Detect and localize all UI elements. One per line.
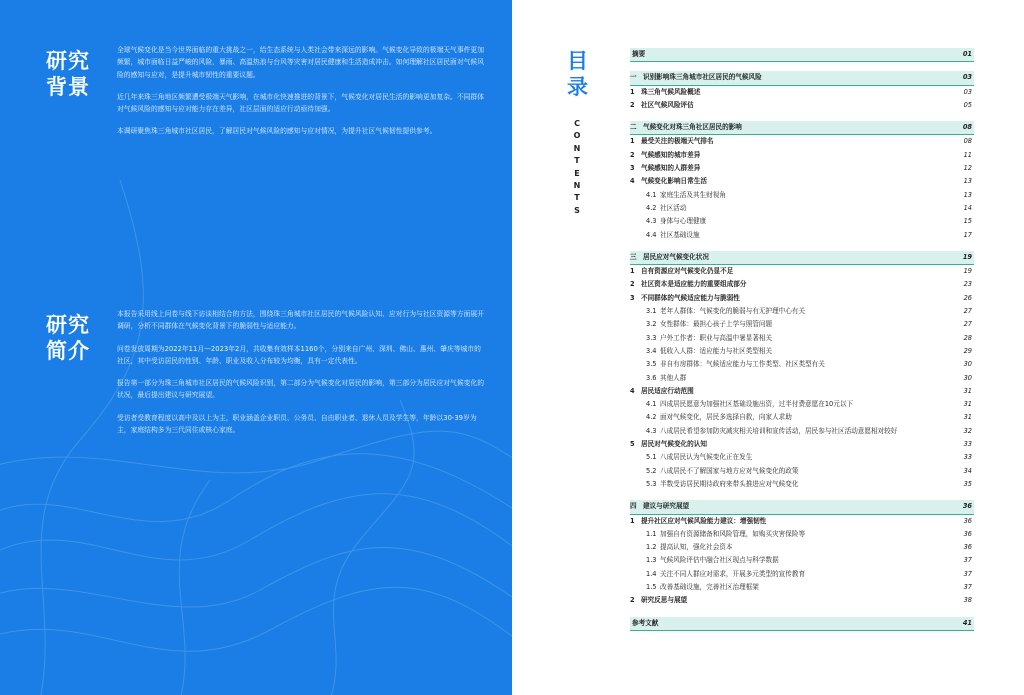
- toc-number: 2: [630, 596, 635, 605]
- toc-label: 最受关注的极端天气排名: [641, 137, 714, 146]
- toc-number: 2: [630, 100, 635, 109]
- toc-page-number: 03: [962, 73, 972, 82]
- toc-page-number: 08: [963, 137, 972, 146]
- contents-letter: C: [574, 119, 580, 128]
- toc-page-number: 37: [963, 582, 972, 591]
- toc-page-number: 31: [963, 386, 972, 395]
- toc-label: 社区资本是适应能力的重要组成部分: [641, 280, 747, 289]
- toc-page-number: 28: [963, 333, 972, 342]
- toc-number: 1.3: [646, 556, 657, 565]
- toc-number: 4: [630, 386, 635, 395]
- toc-number: 1.5: [646, 582, 657, 591]
- toc-subsection[interactable]: [630, 541, 974, 554]
- toc-number: 1.2: [646, 543, 657, 552]
- toc-label: 户外工作者：职业与高温中暑显著相关: [660, 333, 773, 342]
- toc-page-number: 37: [963, 556, 972, 565]
- table-of-contents: [630, 48, 974, 631]
- toc-subsection[interactable]: [630, 332, 974, 345]
- paragraph: 本调研聚焦珠三角城市社区居民，了解居民对气候风险的感知与应对情况，为提升社区气候韧性提供参考。: [117, 127, 437, 136]
- toc-label: 气候变化对珠三角社区居民的影响: [643, 123, 742, 132]
- toc-chapter[interactable]: [630, 617, 974, 631]
- toc-subsection[interactable]: [630, 411, 974, 424]
- toc-label: 气候风险评估中融合社区现点与科学数据: [660, 556, 779, 565]
- toc-chapter[interactable]: [630, 251, 974, 265]
- toc-number: 3.2: [646, 320, 657, 329]
- toc-page-number: 05: [963, 100, 972, 109]
- toc-number: 三: [630, 252, 637, 261]
- contents-letter: E: [574, 168, 580, 178]
- toc-label: 提升社区应对气候风险能力建议：增强韧性: [641, 516, 767, 525]
- toc-page-number: 19: [962, 252, 972, 261]
- toc-page-number: 36: [963, 543, 972, 552]
- toc-page-number: 31: [963, 413, 972, 422]
- toc-number: 3: [630, 164, 635, 173]
- toc-label: 气候感知的城市差异: [641, 150, 701, 159]
- toc-label: 居民适应行动范围: [641, 386, 694, 395]
- toc-page-number: 03: [963, 87, 972, 96]
- toc-subsection[interactable]: [630, 398, 974, 411]
- contents-letter: O: [573, 131, 581, 141]
- toc-number: 5: [630, 440, 635, 449]
- toc-subsection[interactable]: [630, 568, 974, 581]
- paragraph: 问卷发放周期为2022年11月—2023年2月，共收集有效样本1160个，分别来自广州、深圳、佛山、惠州、肇庆等城市的社区，其中受访居民的性别、年龄、职业及收入分布较为均衡，具有一定代表性。: [117, 344, 481, 365]
- toc-section[interactable]: [630, 265, 974, 278]
- toc-label: 研究反思与展望: [641, 596, 688, 605]
- toc-subsection[interactable]: [630, 528, 974, 541]
- toc-page-number: 36: [963, 529, 972, 538]
- toc-subsection[interactable]: [630, 425, 974, 438]
- toc-number: 3: [630, 293, 635, 302]
- toc-page-number: 30: [963, 360, 972, 369]
- toc-gap: [630, 242, 974, 251]
- contents-letter: N: [573, 143, 581, 153]
- toc-title: 目录: [567, 49, 588, 99]
- toc-number: 4.3: [646, 217, 657, 226]
- toc-gap: [630, 608, 974, 617]
- toc-number: 二: [630, 123, 637, 132]
- contents-label: [570, 118, 584, 217]
- toc-subsection[interactable]: [630, 229, 974, 242]
- toc-subsection[interactable]: [630, 189, 974, 202]
- toc-number: 4.4: [646, 230, 657, 239]
- toc-number: 1.4: [646, 569, 657, 578]
- toc-page-number: 35: [963, 479, 972, 488]
- toc-label: 参考文献: [632, 618, 659, 627]
- toc-subsection[interactable]: [630, 581, 974, 594]
- toc-number: 四: [630, 502, 637, 511]
- toc-number: 3.3: [646, 333, 657, 342]
- toc-chapter[interactable]: [630, 48, 974, 62]
- toc-section[interactable]: [630, 438, 974, 451]
- toc-label: 珠三角气候风险概述: [641, 87, 701, 96]
- paragraph: 本报告采用线上问卷与线下访谈相结合的方法，围绕珠三角城市社区居民的气候风险认知、应对行为与社区资源等方面展开调研，分析不同群体在气候变化背景下的脆弱性与适应能力。: [117, 310, 485, 331]
- toc-page-number: 37: [963, 569, 972, 578]
- toc-label: 自有资源应对气候变化仍显不足: [641, 267, 734, 276]
- toc-page-number: 13: [963, 190, 972, 199]
- toc-label: 社区基础设施: [660, 230, 700, 239]
- toc-number: 3.4: [646, 346, 657, 355]
- toc-number: 2: [630, 150, 635, 159]
- toc-label: 四成居民愿意为加强社区基础设施出资，过半付费意愿在10元以下: [660, 400, 854, 409]
- toc-label: 八成居民希望参加防灾减灾相关培训和宣传活动，居民参与社区活动意愿相对较好: [660, 426, 898, 435]
- toc-page-number: 33: [963, 453, 972, 462]
- toc-label: 八成居民认为气候变化正在发生: [660, 453, 753, 462]
- background-text: [117, 44, 487, 148]
- contents-letter: S: [574, 205, 580, 215]
- toc-page-number: 27: [963, 307, 972, 316]
- toc-label: 居民应对气候变化状况: [643, 252, 709, 261]
- toc-label: 其他人群: [660, 373, 687, 382]
- toc-page-number: 11: [963, 150, 972, 159]
- toc-number: 一: [630, 73, 637, 82]
- toc-section[interactable]: [630, 135, 974, 148]
- toc-label: 非自有房群体：气候适应能力与工作类型、社区类型有关: [660, 360, 825, 369]
- toc-gap: [630, 491, 974, 500]
- toc-subsection[interactable]: [630, 478, 974, 491]
- toc-subsection[interactable]: [630, 372, 974, 385]
- toc-number: 1: [630, 516, 635, 525]
- toc-label: 摘要: [632, 50, 646, 58]
- toc-number: 4.3: [646, 426, 657, 435]
- toc-gap: [630, 62, 974, 71]
- intro-text: [117, 308, 487, 446]
- toc-page-number: 29: [963, 346, 972, 355]
- toc-subsection[interactable]: [630, 305, 974, 318]
- toc-number: 3.6: [646, 373, 657, 382]
- toc-label: 女性群体：最担心孩子上学与照管问题: [660, 320, 773, 329]
- toc-label: 老年人群体：气候变化的脆弱与有无护理中心有关: [660, 307, 806, 316]
- toc-page-number: 38: [963, 596, 972, 605]
- toc-label: 不同群体的气候适应能力与脆弱性: [641, 293, 740, 302]
- toc-label: 面对气候变化，居民多选择自救，向家人求助: [660, 413, 792, 422]
- toc-page-number: 31: [963, 400, 972, 409]
- toc-page-number: 33: [963, 440, 972, 449]
- toc-subsection[interactable]: [630, 202, 974, 215]
- toc-page-number: 01: [962, 50, 972, 58]
- toc-number: 3.1: [646, 307, 657, 316]
- toc-subsection[interactable]: [630, 465, 974, 478]
- toc-label: 加强自有资源储备和风险管理，如购买灾害保险等: [660, 529, 806, 538]
- paragraph: 近几年来珠三角地区频繁遭受极端天气影响，在城市化快速推进的背景下，气候变化对居民生活的影响更加复杂。不同群体对气候风险的感知与应对能力存在差异，社区层面的适应行动亟待加强。: [117, 92, 485, 114]
- toc-section[interactable]: [630, 292, 974, 305]
- toc-page-number: 36: [962, 502, 972, 511]
- toc-label: 八成居民不了解国家与地方应对气候变化的政策: [660, 466, 799, 475]
- toc-number: 1: [630, 137, 635, 146]
- toc-number: 1: [630, 267, 635, 276]
- toc-label: 家庭生活及其生财视角: [660, 190, 726, 199]
- toc-number: 1: [630, 87, 635, 96]
- toc-page-number: 26: [963, 293, 972, 302]
- toc-section[interactable]: [630, 99, 974, 112]
- toc-page-number: 23: [963, 280, 972, 289]
- toc-number: 4.2: [646, 203, 657, 212]
- toc-label: 身体与心理健康: [660, 217, 707, 226]
- toc-number: 4: [630, 177, 635, 186]
- toc-chapter[interactable]: [630, 121, 974, 135]
- toc-section[interactable]: [630, 162, 974, 175]
- toc-label: 改善基础设施，完善社区治理框架: [660, 582, 759, 591]
- toc-subsection[interactable]: [630, 215, 974, 228]
- toc-section[interactable]: [630, 175, 974, 188]
- toc-page-number: 34: [963, 466, 972, 475]
- toc-page-number: 41: [962, 618, 972, 627]
- toc-number: 4.1: [646, 190, 657, 199]
- paragraph: 受访者受教育程度以高中及以上为主，职业涵盖企业职员、公务员、自由职业者、退休人员及学生等，年龄以30-39岁为主，家庭结构多为三代同住或核心家庭。: [117, 413, 477, 435]
- contents-letter: T: [574, 193, 580, 203]
- contents-letter: T: [574, 156, 580, 166]
- toc-page-number: 17: [963, 230, 972, 239]
- toc-label: 居民对气候变化的认知: [641, 440, 707, 449]
- toc-number: 4.2: [646, 413, 657, 422]
- contents-letter: N: [573, 181, 581, 191]
- toc-page-number: 14: [963, 203, 972, 212]
- toc-subsection[interactable]: [630, 345, 974, 358]
- toc-page-number: 32: [963, 426, 972, 435]
- toc-section[interactable]: [630, 149, 974, 162]
- toc-label: 提高认知，强化社会资本: [660, 543, 733, 552]
- toc-number: 3.5: [646, 360, 657, 369]
- toc-subsection[interactable]: [630, 554, 974, 567]
- toc-label: 关注不同人群应对需求，开展多元类型的宣传教育: [660, 569, 806, 578]
- section-title-intro: 研究简介: [46, 313, 90, 363]
- toc-page-number: 27: [963, 320, 972, 329]
- toc-number: 1.1: [646, 529, 657, 538]
- toc-label: 气候感知的人群差异: [641, 164, 701, 173]
- toc-number: 2: [630, 280, 635, 289]
- toc-subsection[interactable]: [630, 358, 974, 371]
- toc-label: 建议与研究展望: [643, 502, 690, 511]
- section-title-background: 研究背景: [46, 49, 90, 99]
- toc-section[interactable]: [630, 515, 974, 528]
- toc-label: 识别影响珠三角城市社区居民的气候风险: [643, 73, 762, 82]
- toc-number: 5.3: [646, 479, 657, 488]
- toc-page-number: 30: [963, 373, 972, 382]
- toc-section[interactable]: [630, 278, 974, 291]
- toc-section[interactable]: [630, 86, 974, 99]
- toc-label: 低收入人群：适应能力与社区类型相关: [660, 346, 773, 355]
- toc-page-number: 36: [963, 516, 972, 525]
- toc-page-number: 19: [963, 267, 972, 276]
- paragraph: 全球气候变化是当今世界面临的重大挑战之一，给生态系统与人类社会带来深远的影响。气候变化导致的极端天气事件更加频繁，城市面临日益严峻的风险，暴雨、高温热浪与台风等灾害对居民健康和生活造成冲击。如何理解社区居民面对气候风险的感知与应对，是提升城市韧性的重要议题。: [117, 46, 485, 79]
- toc-number: 5.2: [646, 466, 657, 475]
- toc-number: 4.1: [646, 400, 657, 409]
- toc-label: 气候变化影响日常生活: [641, 177, 707, 186]
- toc-page-number: 13: [963, 177, 972, 186]
- toc-label: 社区气候风险评估: [641, 100, 694, 109]
- toc-page-number: 15: [963, 217, 972, 226]
- toc-chapter[interactable]: [630, 71, 974, 85]
- toc-subsection[interactable]: [630, 318, 974, 331]
- toc-gap: [630, 112, 974, 121]
- toc-label: 半数受访居民期待政府来带头推进应对气候变化: [660, 479, 799, 488]
- toc-chapter[interactable]: [630, 500, 974, 514]
- toc-subsection[interactable]: [630, 451, 974, 464]
- toc-label: 社区活动: [660, 203, 687, 212]
- toc-page-number: 12: [963, 164, 972, 173]
- paragraph: 报告第一部分为珠三角城市社区居民的气候风险识别，第二部分为气候变化对居民的影响，第三部分为居民应对气候变化的状况，最后提出建议与研究展望。: [117, 379, 485, 400]
- toc-section[interactable]: [630, 594, 974, 607]
- toc-number: 5.1: [646, 453, 657, 462]
- toc-section[interactable]: [630, 385, 974, 398]
- toc-page-number: 08: [962, 123, 972, 132]
